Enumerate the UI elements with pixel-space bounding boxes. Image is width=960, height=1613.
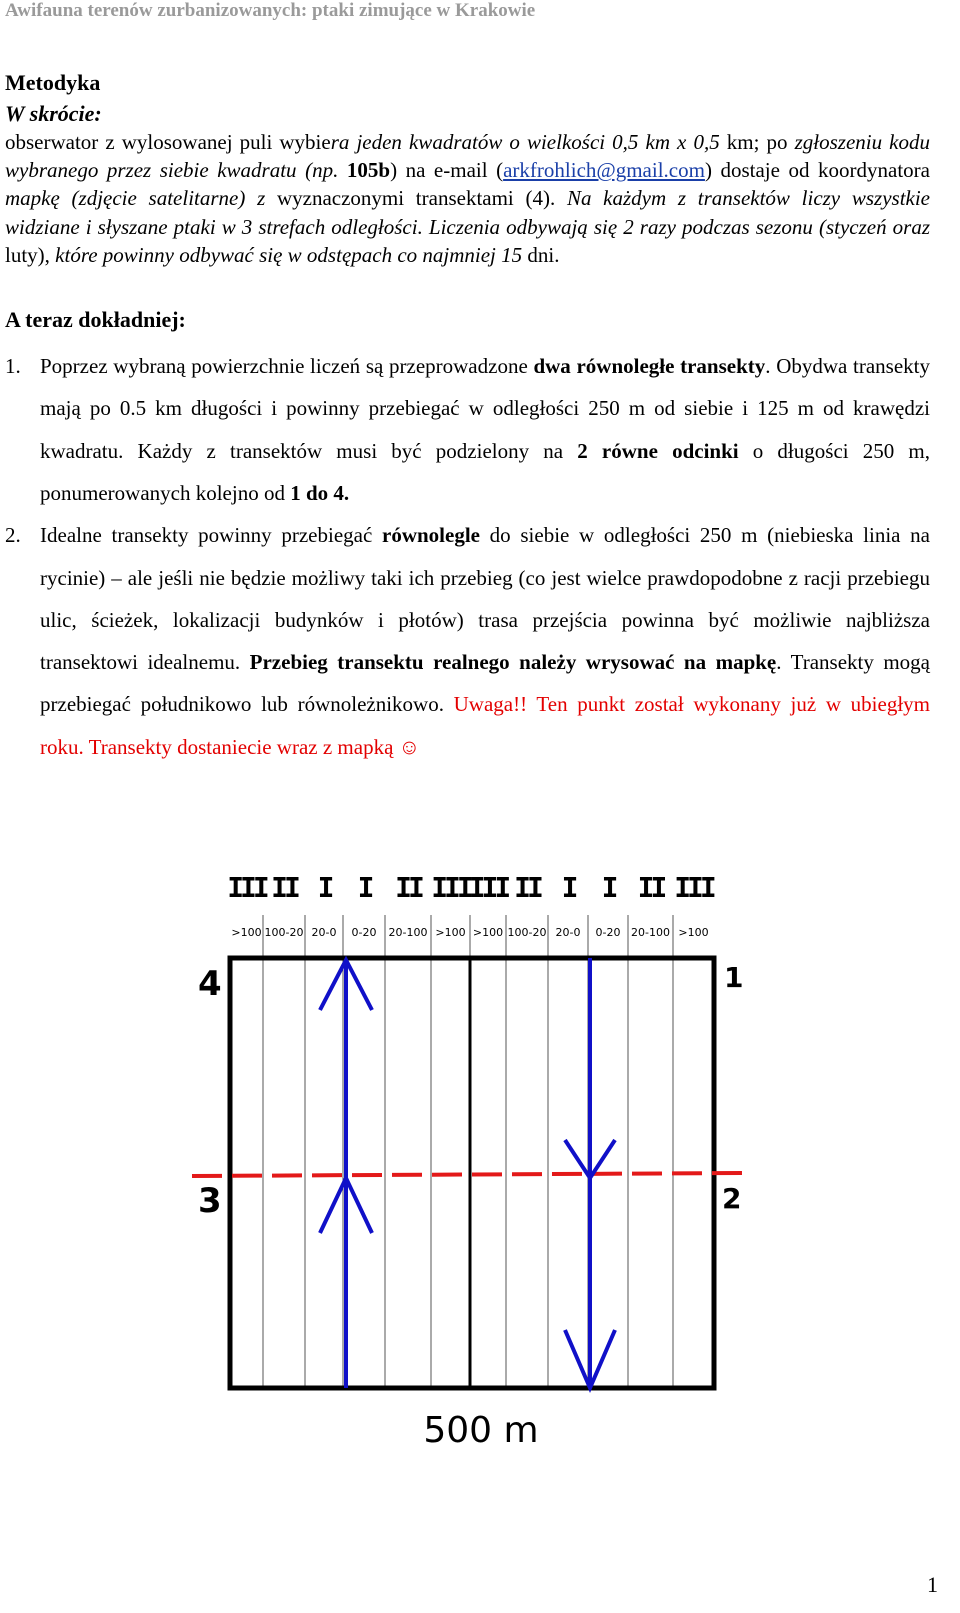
- transect-diagram: [0, 860, 960, 1500]
- list-item-number: 2.: [5, 523, 21, 548]
- detail-title: A teraz dokładniej:: [5, 307, 186, 333]
- text-run: zgłoszeniu kodu wybranego przez siebie kwadratu (np.: [5, 130, 930, 183]
- zone-label: 100-20: [264, 926, 304, 939]
- text-run: ra jeden kwadratów o wielkości 0,5 km x 0,5: [330, 130, 727, 154]
- text-run: 1 do 4.: [290, 480, 350, 505]
- zone-mark: III: [431, 871, 470, 904]
- text-run: luty),: [5, 242, 56, 267]
- zone-mark: II: [271, 871, 297, 904]
- text-run: ) na e-mail (: [390, 158, 504, 183]
- zone-mark: III: [674, 871, 713, 904]
- section-number-2: 2: [722, 1182, 742, 1215]
- zone-mark: II: [395, 871, 421, 904]
- scale-label: 500 m: [423, 1410, 539, 1451]
- text-run: do siebie w odległości 250 m (niebieska linia na rycinie) – ale jeśli nie będzie możliwy taki ich przebieg (co jest wielce prawdopodobne z racji przebiegu ulic, ścieżek, lokalizacji budynków i płotów) trasa przejścia powinna być możliwie najbliższa transektowi idealnemu.: [40, 523, 931, 675]
- zone-label: 0-20: [595, 926, 621, 939]
- text-run: km; po: [726, 130, 795, 154]
- zone-label: >100: [678, 926, 709, 939]
- text-run: Przebieg transektu realnego należy wrysować na mapkę: [249, 650, 777, 675]
- list-item-number: 1.: [5, 354, 21, 379]
- text-run: dni.: [527, 242, 560, 267]
- brief-paragraph: [5, 128, 930, 269]
- zone-marks: [227, 871, 715, 904]
- zone-divider-lines: [263, 915, 673, 1388]
- zone-mark: III: [227, 871, 266, 904]
- zone-mark: I: [357, 871, 371, 904]
- zone-mark: II: [637, 871, 664, 904]
- zone-mark: I: [317, 871, 331, 904]
- text-run: . Transekty mogą przebiegać południkowo lub równoleżnikowo.: [40, 650, 930, 717]
- zone-label: 100-20: [507, 926, 547, 939]
- zone-label: 20-100: [631, 926, 670, 939]
- document-header: Awifauna terenów zurbanizowanych: ptaki zimujące w Krakowie: [5, 0, 536, 21]
- zone-label: 20-0: [311, 926, 337, 939]
- text-run: obserwator z wylosowanej puli wybie: [5, 130, 331, 154]
- text-run: . Obydwa transekty mają po 0.5 km długości i powinny przebiegać w odległości 250 m od siebie i 125 m od krawędzi kwadratu. Każdy z transektów musi być podzielony na: [40, 354, 930, 463]
- zone-mark: II: [514, 871, 540, 904]
- section-title: Metodyka: [5, 70, 101, 95]
- text-run: Idealne transekty powinny przebiegać: [40, 523, 382, 548]
- text-run: o długości 250 m, ponumerowanych kolejno od: [40, 438, 931, 505]
- zone-mark: I: [601, 871, 615, 904]
- section-number-4: 4: [198, 964, 222, 1004]
- section-number-3: 3: [198, 1181, 222, 1221]
- text-run: równolegle: [382, 523, 480, 548]
- text-run: Poprzez wybraną powierzchnie liczeń są przeprowadzone: [40, 354, 534, 379]
- text-run: które powinny odbywać się w odstępach co najmniej 15: [55, 242, 528, 267]
- zone-label: >100: [231, 926, 262, 939]
- text-run: 105b: [346, 158, 391, 183]
- document-body: [5, 70, 930, 768]
- page-number: 1: [927, 1572, 938, 1597]
- text-run: Uwaga!! Ten punkt został wykonany już w ubiegłym roku. Transekty dostaniecie wraz z mapką ☺: [40, 692, 930, 759]
- list-item: [5, 514, 930, 768]
- zone-label: 0-20: [351, 926, 377, 939]
- brief-title: W skrócie:: [5, 101, 102, 126]
- section-number-1: 1: [724, 961, 744, 994]
- list-item-text: [40, 514, 930, 768]
- text-run: mapkę (zdjęcie satelitarne) z: [5, 186, 277, 211]
- text-run: Na każdym z transektów liczy wszystkie widziane i słyszane ptaki w 3 strefach odległości. Liczenia odbywają się 2 razy podczas sezonu (styczeń oraz: [5, 186, 930, 239]
- zone-label: >100: [435, 926, 466, 939]
- text-run: 2 równe odcinki: [577, 438, 739, 463]
- zone-label: 20-0: [555, 926, 581, 939]
- zone-label: 20-100: [388, 926, 428, 939]
- text-run: ) dostaje od koordynatora: [704, 158, 930, 183]
- list-item-text: [40, 345, 930, 514]
- zone-mark: III: [468, 871, 508, 904]
- list-item: [5, 345, 930, 514]
- zone-label: >100: [472, 926, 504, 939]
- email-link[interactable]: arkfrohlich@gmail.com: [503, 158, 705, 183]
- text-run: dwa równoległe transekty: [533, 354, 766, 379]
- text-run: wyznaczonymi transektami (4).: [276, 186, 567, 211]
- zone-mark: I: [561, 871, 575, 904]
